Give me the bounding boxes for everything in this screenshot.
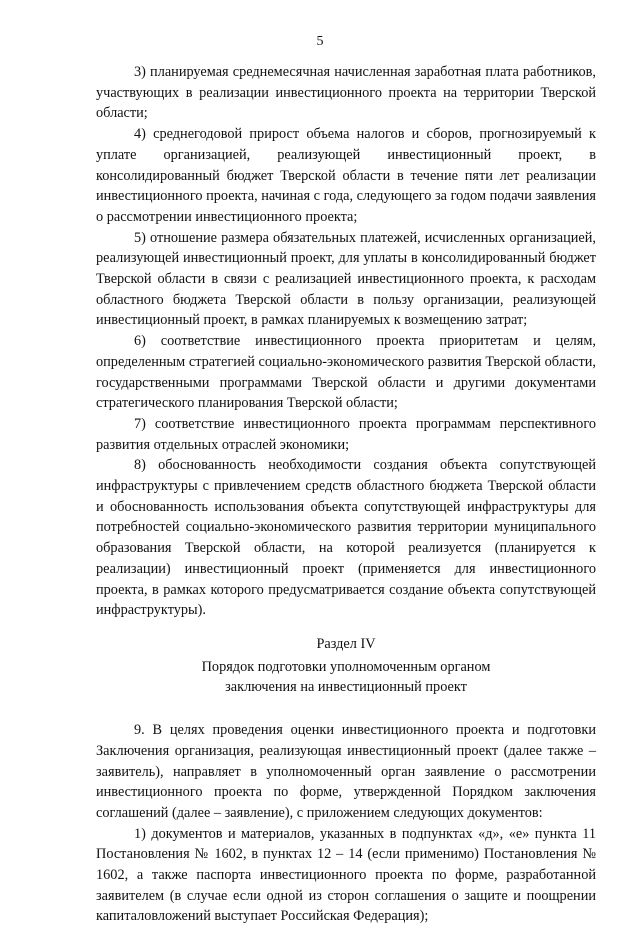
paragraph-item-3: 3) планируемая среднемесячная начисленная заработная плата работников, участвующих в реализации инвестиционного проекта на территории Тверской области; <box>96 64 596 122</box>
section-subtitle-line-2: заключения на инвестиционный проект <box>225 679 467 696</box>
paragraph-item-8: 8) обоснованность необходимости создания объекта сопутствующей инфраструктуры с привлечением средств областного бюджета Тверской области и обоснованность использования объекта сопутствующей инфраструктуры для потребностей социально-экономического развития территории муниципального образования Тверской области, на которой реализуется (планируется к реализации) инвестиционный проект (применяется для инвестиционного проекта, в рамках которого предусматривается создание объекта сопутствующей инфраструктуры). <box>96 457 596 619</box>
paragraph-clause-9: 9. В целях проведения оценки инвестиционного проекта и подготовки Заключения организация, реализующая инвестиционный проект (далее также – заявитель), направляет в уполномоченный орган заявление о рассмотрении инвестиционного проекта по форме, утвержденной Порядком заключения соглашений (далее – заявление), с приложением следующих документов: <box>96 722 596 821</box>
paragraph-item-4: 4) среднегодовой прирост объема налогов и сборов, прогнозируемый к уплате организацией, реализующей инвестиционный проект, в консолидированный бюджет Тверской области в течение пяти лет реализации инвестиционного проекта, начиная с года, следующего за годом подачи заявления о рассмотрении инвестиционного проекта; <box>96 126 596 225</box>
paragraph-item-5: 5) отношение размера обязательных платежей, исчисленных организацией, реализующей инвестиционный проект, для уплаты в консолидированный бюджет Тверской области в связи с реализацией инвестиционного проекта, к расходам областного бюджета Тверской области в пользу организации, реализующей инвестиционный проект, в рамках планируемых к возмещению затрат; <box>96 229 596 329</box>
paragraph-subitem-1: 1) документов и материалов, указанных в подпунктах «д», «е» пункта 11 Постановления № 1602, в пунктах 12 – 14 (если применимо) Постановления № 1602, а также паспорта инвестиционного проекта по форме, разработанной заявителем (в случае если одной из сторон соглашения о защите и поощрении капиталовложений выступает Российская Федерация); <box>96 825 596 925</box>
paragraph-item-6: 6) соответствие инвестиционного проекта приоритетам и целям, определенным стратегией социально-экономического развития Тверской области, государственными программами Тверской области и другими документами стратегического планирования Тверской области; <box>96 333 596 412</box>
paragraph-item-7: 7) соответствие инвестиционного проекта программам перспективного развития отдельных отраслей экономики; <box>96 415 596 453</box>
section-subtitle-line-1: Порядок подготовки уполномоченным органом <box>201 658 491 675</box>
document-body <box>96 62 596 927</box>
page-number: 5 <box>316 34 324 49</box>
section-title: Раздел IV <box>316 635 376 652</box>
